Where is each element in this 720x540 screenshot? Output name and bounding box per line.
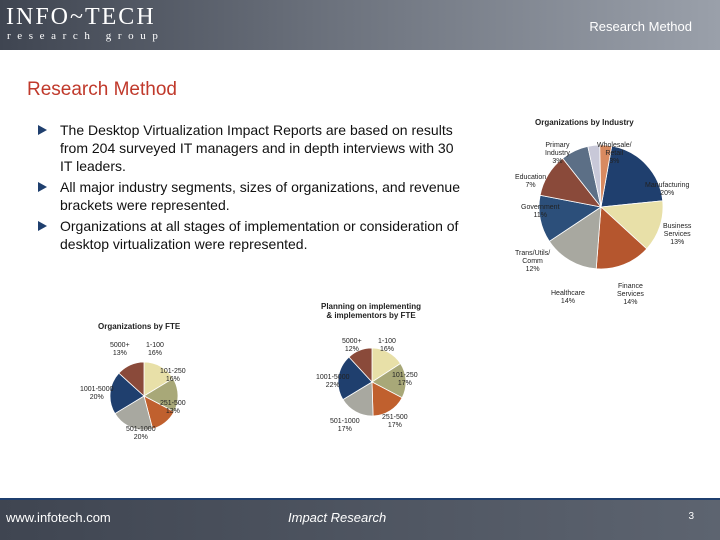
pie-label: 501-1000 17% bbox=[330, 418, 360, 433]
pie-label: 1001-5000 22% bbox=[316, 374, 350, 389]
header-bar bbox=[0, 0, 720, 50]
pie-label: Education 7% bbox=[515, 174, 547, 189]
pie-label: Government 11% bbox=[521, 204, 560, 219]
bullet-item bbox=[38, 178, 468, 214]
infotech-logo bbox=[6, 4, 176, 42]
pie-label: Business Services 13% bbox=[663, 223, 692, 246]
page-number: 3 bbox=[688, 511, 694, 522]
pie-label: Finance Services 14% bbox=[617, 283, 644, 306]
logo-wordmark: INFO~TECH bbox=[6, 4, 156, 30]
pie-label: 5000+ 13% bbox=[110, 342, 130, 357]
bullet-item bbox=[38, 217, 468, 253]
pie-label: Healthcare 14% bbox=[551, 290, 585, 305]
pie-label: 501-1000 20% bbox=[126, 426, 156, 441]
logo-tagline: research group bbox=[7, 30, 165, 42]
footer-website-link[interactable]: www.infotech.com bbox=[6, 510, 111, 525]
bullet-item bbox=[38, 121, 468, 175]
pie-label: Wholesale/ Retail 3% bbox=[597, 142, 632, 165]
footer-center-text: Impact Research bbox=[288, 510, 387, 525]
bullet-arrow-icon bbox=[38, 182, 47, 192]
bullet-arrow-icon bbox=[38, 125, 47, 135]
pie-label: 101-250 17% bbox=[392, 372, 418, 387]
pie-label: 5000+ 12% bbox=[342, 338, 362, 353]
bullet-text: Organizations at all stages of implementation or consideration of desktop virtualization were represented. bbox=[60, 218, 459, 252]
bullet-text: The Desktop Virtualization Impact Reports are based on results from 204 surveyed IT managers and in depth interviews with 30 IT leaders. bbox=[60, 122, 454, 174]
chart-title: Planning on implementing & implementors by FTE bbox=[321, 302, 421, 320]
bullet-arrow-icon bbox=[38, 221, 47, 231]
planning-fte-pie-chart bbox=[312, 300, 462, 448]
pie-label: Manufacturing 20% bbox=[645, 182, 690, 197]
bullet-list bbox=[38, 121, 468, 256]
pie-label: Primary Industry 3% bbox=[545, 142, 570, 165]
industry-pie-chart bbox=[505, 112, 700, 317]
slide-title: Research Method bbox=[27, 79, 177, 100]
pie-label: 1001-5000 20% bbox=[80, 386, 114, 401]
pie-label: 1-100 16% bbox=[146, 342, 164, 357]
pie-label: 101-250 16% bbox=[160, 368, 186, 383]
pie-label: 251-500 17% bbox=[382, 414, 408, 429]
header-section-title: Research Method bbox=[589, 19, 692, 34]
footer-bar bbox=[0, 500, 720, 540]
bullet-text: All major industry segments, sizes of organizations, and revenue brackets were represented. bbox=[60, 179, 460, 213]
pie-label: 1-100 16% bbox=[378, 338, 396, 353]
pie-label: 251-500 13% bbox=[160, 400, 186, 415]
chart-title: Organizations by Industry bbox=[535, 118, 634, 127]
pie-label: Trans/Utils/ Comm 12% bbox=[515, 250, 551, 273]
chart-title: Organizations by FTE bbox=[98, 322, 181, 331]
fte-pie-chart bbox=[80, 318, 230, 448]
